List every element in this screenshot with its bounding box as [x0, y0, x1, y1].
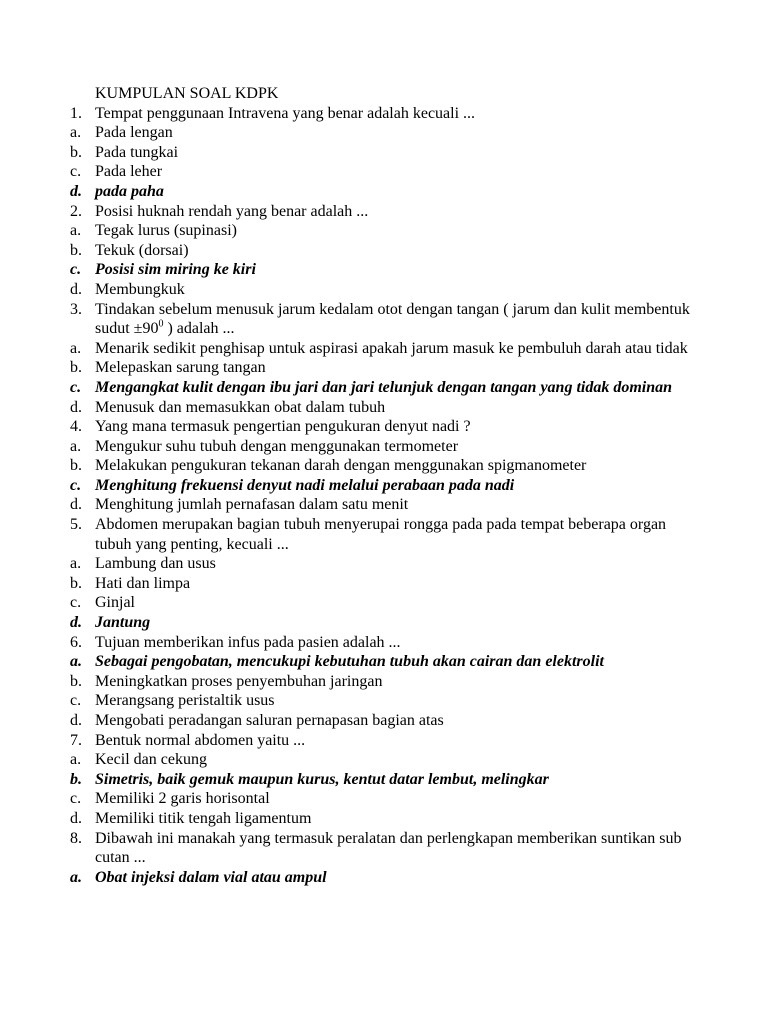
- item-text: [95, 554, 695, 574]
- item-text-main: Meningkatkan proses penyembuhan jaringan: [95, 672, 383, 690]
- answer-option: [0, 339, 768, 359]
- item-text: [95, 358, 695, 378]
- answer-option: [0, 280, 768, 300]
- answer-option: [0, 554, 768, 574]
- item-text: [95, 339, 695, 359]
- item-text: [95, 398, 695, 418]
- answer-option-correct: [0, 182, 768, 202]
- question-item: [0, 633, 768, 653]
- item-text-main: Sebagai pengobatan, mencukupi kebutuhan tubuh akan cairan dan elektrolit: [95, 653, 604, 671]
- item-text-main: Bentuk normal abdomen yaitu ...: [95, 731, 306, 749]
- item-text-main: Memiliki titik tengah ligamentum: [95, 809, 312, 827]
- item-text: [95, 809, 695, 829]
- item-text-main: Dibawah ini manakah yang termasuk peralatan dan perlengkapan memberikan suntikan sub cutan ...: [95, 829, 682, 867]
- item-text: [95, 378, 695, 398]
- item-marker: 7.: [70, 731, 82, 749]
- item-marker: b.: [70, 672, 82, 690]
- item-text-main: Ginjal: [95, 594, 135, 612]
- item-marker: d.: [70, 809, 82, 827]
- item-text: [95, 593, 695, 613]
- answer-option-correct: [0, 652, 768, 672]
- question-item: [0, 515, 768, 554]
- item-marker: d.: [70, 496, 82, 514]
- item-text-main: Memiliki 2 garis horisontal: [95, 790, 270, 808]
- item-marker: a.: [70, 222, 82, 240]
- item-marker: a.: [70, 555, 82, 573]
- item-text-main: Melepaskan sarung tangan: [95, 359, 266, 377]
- item-marker: c.: [70, 476, 82, 494]
- item-text: [95, 574, 695, 594]
- item-text-main: Menghitung frekuensi denyut nadi melalui perabaan pada nadi: [95, 476, 515, 494]
- item-text-tail: ) adalah ...: [163, 320, 235, 338]
- item-text-main: Menusuk dan memasukkan obat dalam tubuh: [95, 398, 386, 416]
- item-marker: a.: [70, 437, 82, 455]
- item-text: [95, 260, 695, 280]
- item-marker: 1.: [70, 104, 82, 122]
- item-text: [95, 202, 695, 222]
- answer-option: [0, 574, 768, 594]
- answer-option: [0, 495, 768, 515]
- item-text-main: Tindakan sebelum menusuk jarum kedalam otot dengan tangan ( jarum dan kulit membentuk sudut ±90: [95, 300, 690, 338]
- item-text-main: Hati dan limpa: [95, 574, 191, 592]
- item-marker: a.: [70, 653, 82, 671]
- item-text: [95, 633, 695, 653]
- item-marker: 6.: [70, 633, 82, 651]
- answer-option-correct: [0, 378, 768, 398]
- item-marker: 5.: [70, 516, 82, 534]
- item-text: [95, 652, 695, 672]
- item-text-main: Posisi sim miring ke kiri: [95, 261, 256, 279]
- item-text: [95, 770, 695, 790]
- item-text: [95, 750, 695, 770]
- item-marker: c.: [70, 594, 82, 612]
- item-text-main: Posisi huknah rendah yang benar adalah ...: [95, 202, 369, 220]
- item-marker: b.: [70, 574, 82, 592]
- item-text: [95, 182, 695, 202]
- item-text: [95, 672, 695, 692]
- document-title: KUMPULAN SOAL KDPK: [95, 85, 279, 102]
- item-text: [95, 711, 695, 731]
- item-text: [95, 613, 695, 633]
- answer-option: [0, 358, 768, 378]
- item-text-main: Merangsang peristaltik usus: [95, 692, 275, 710]
- item-text-main: Menghitung jumlah pernafasan dalam satu menit: [95, 496, 409, 514]
- item-marker: a.: [70, 124, 82, 142]
- item-marker: c.: [70, 692, 82, 710]
- answer-option-correct: [0, 868, 768, 888]
- answer-option: [0, 398, 768, 418]
- answer-option: [0, 691, 768, 711]
- item-text-main: Pada leher: [95, 163, 163, 181]
- item-marker: d.: [70, 398, 82, 416]
- item-text: [95, 691, 695, 711]
- question-item: [0, 731, 768, 751]
- item-text-main: Membungkuk: [95, 280, 185, 298]
- item-text-main: pada paha: [95, 182, 164, 200]
- item-marker: 4.: [70, 418, 82, 436]
- item-text-main: Pada lengan: [95, 124, 173, 142]
- item-text: [95, 280, 695, 300]
- item-marker: 3.: [70, 300, 82, 318]
- item-text: [95, 868, 695, 888]
- item-text-main: Tekuk (dorsai): [95, 241, 189, 259]
- item-text-main: Melakukan pengukuran tekanan darah dengan menggunakan spigmanometer: [95, 457, 587, 475]
- item-text-main: Abdomen merupakan bagian tubuh menyerupai rongga pada pada tempat beberapa organ tubuh yang penting, kecuali ...: [95, 516, 667, 553]
- question-item: [0, 202, 768, 222]
- question-item: [0, 300, 768, 339]
- item-text: [95, 162, 695, 182]
- answer-option: [0, 809, 768, 829]
- answer-option-correct: [0, 770, 768, 790]
- answer-option: [0, 221, 768, 241]
- item-text: [95, 221, 695, 241]
- item-text: [95, 456, 695, 476]
- item-marker: c.: [70, 378, 82, 396]
- item-text: [95, 829, 695, 868]
- item-text: [95, 437, 695, 457]
- item-text-main: Tegak lurus (supinasi): [95, 222, 237, 240]
- item-marker: c.: [70, 261, 82, 279]
- item-text-main: Mengukur suhu tubuh dengan menggunakan termometer: [95, 437, 459, 455]
- item-marker: d.: [70, 712, 82, 729]
- answer-option: [0, 143, 768, 163]
- item-marker: d.: [70, 280, 82, 298]
- answer-option: [0, 750, 768, 770]
- answer-option: [0, 593, 768, 613]
- item-text: [95, 123, 695, 143]
- answer-option-correct: [0, 613, 768, 633]
- item-text-main: Yang mana termasuk pengertian pengukuran denyut nadi ?: [95, 418, 471, 436]
- item-text-main: Lambung dan usus: [95, 555, 216, 573]
- item-text: [95, 104, 695, 124]
- answer-option-correct: [0, 476, 768, 496]
- answer-option-correct: [0, 260, 768, 280]
- item-marker: a.: [70, 751, 82, 769]
- item-text-main: Obat injeksi dalam vial atau ampul: [95, 868, 327, 886]
- answer-option: [0, 123, 768, 143]
- item-text-main: Kecil dan cekung: [95, 751, 207, 769]
- question-list: [0, 104, 768, 888]
- item-marker: d.: [70, 182, 82, 200]
- document-page: [0, 84, 768, 887]
- item-text-main: Tempat penggunaan Intravena yang benar adalah kecuali ...: [95, 104, 476, 122]
- item-marker: b.: [70, 770, 82, 788]
- answer-option: [0, 456, 768, 476]
- item-marker: c.: [70, 790, 82, 808]
- item-marker: 8.: [70, 829, 82, 847]
- answer-option: [0, 241, 768, 261]
- answer-option: [0, 162, 768, 182]
- item-marker: c.: [70, 163, 82, 181]
- item-text-main: Menarik sedikit penghisap untuk aspirasi apakah jarum masuk ke pembuluh darah atau tidak: [95, 339, 688, 357]
- item-text-main: Mengobati peradangan saluran pernapasan bagian atas: [95, 712, 444, 729]
- item-text: [95, 417, 695, 437]
- answer-option: [0, 711, 768, 731]
- item-text-main: Simetris, baik gemuk maupun kurus, kentut datar lembut, melingkar: [95, 770, 549, 788]
- answer-option: [0, 789, 768, 809]
- question-item: [0, 417, 768, 437]
- item-marker: b.: [70, 457, 82, 475]
- answer-option: [0, 437, 768, 457]
- item-text-main: Tujuan memberikan infus pada pasien adalah ...: [95, 633, 401, 651]
- item-marker: b.: [70, 359, 82, 377]
- item-marker: d.: [70, 614, 82, 632]
- item-text-main: Pada tungkai: [95, 143, 179, 161]
- item-text-main: Mengangkat kulit dengan ibu jari dan jari telunjuk dengan tangan yang tidak dominan: [95, 378, 673, 396]
- item-text: [95, 495, 695, 515]
- answer-option: [0, 672, 768, 692]
- question-item: [0, 104, 768, 124]
- item-marker: a.: [70, 339, 82, 357]
- item-text: [95, 143, 695, 163]
- item-marker: b.: [70, 241, 82, 259]
- degree-superscript: 0: [158, 318, 164, 330]
- item-text: [95, 731, 695, 751]
- item-text: [95, 476, 695, 496]
- item-marker: a.: [70, 868, 82, 886]
- item-text: [95, 300, 695, 339]
- item-text: [95, 515, 695, 554]
- question-item: [0, 829, 768, 868]
- item-text: [95, 789, 695, 809]
- item-marker: b.: [70, 143, 82, 161]
- item-text: [95, 241, 695, 261]
- item-text-main: Jantung: [95, 614, 151, 632]
- item-marker: 2.: [70, 202, 82, 220]
